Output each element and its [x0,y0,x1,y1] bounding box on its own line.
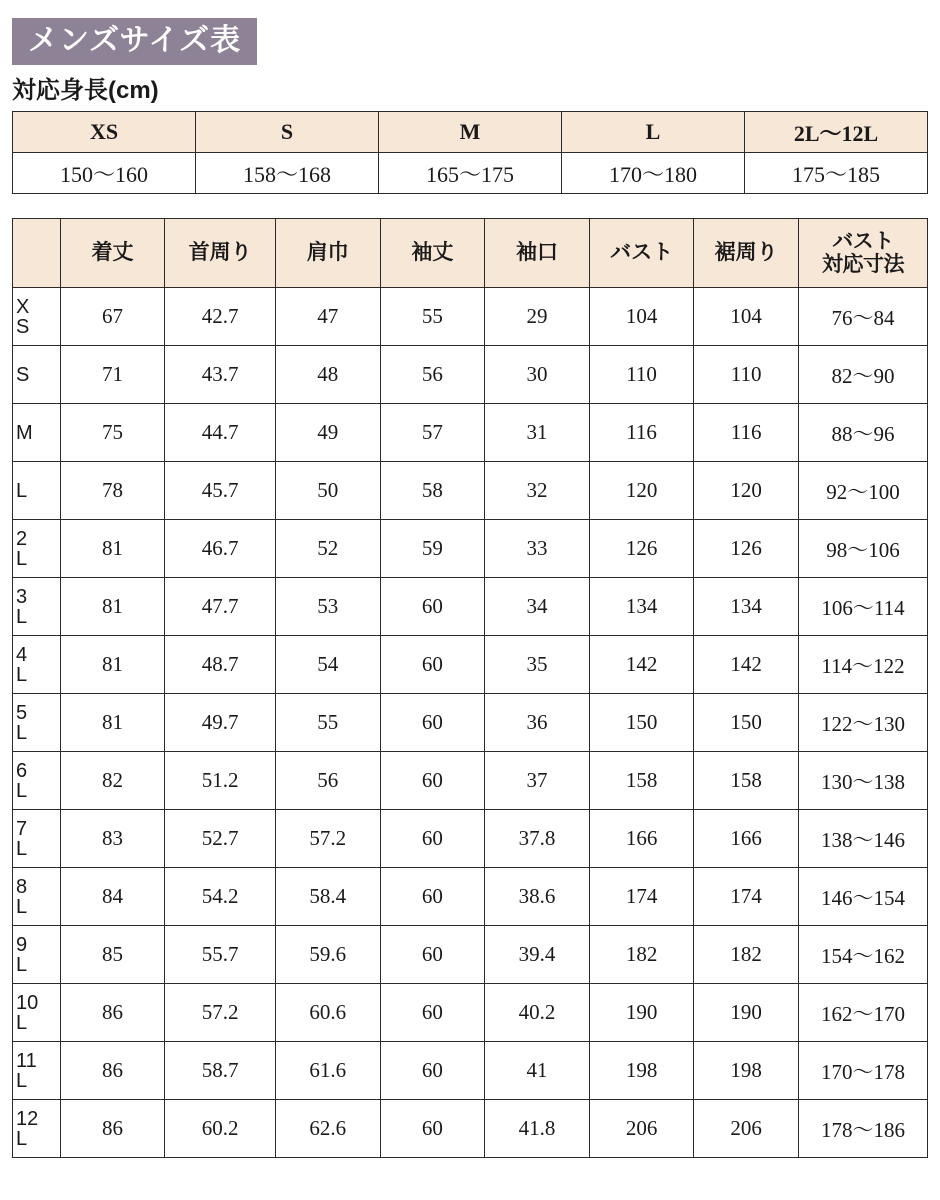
table-row [13,694,928,752]
bust-fit-line1: バスト [832,229,894,253]
height-size-cell: XS [13,112,196,153]
row-header-size [13,462,61,520]
row-header-size [13,810,61,868]
measurement-table [12,218,928,1158]
row-size-line2: L [16,663,28,686]
table-cell: 182 [694,926,799,984]
table-cell: 170〜178 [798,1042,927,1100]
table-cell: 150 [589,694,694,752]
table-cell: 35 [485,636,590,694]
row-header-size [13,752,61,810]
table-cell: 34 [485,578,590,636]
table-cell: 116 [589,404,694,462]
table-cell: 47.7 [165,578,276,636]
row-header-size [13,1042,61,1100]
table-cell: 59 [380,520,485,578]
column-header-bust: バスト [589,219,694,288]
table-cell: 44.7 [165,404,276,462]
row-size-line1: 2 [16,527,28,550]
table-cell: 51.2 [165,752,276,810]
table-cell: 92〜100 [798,462,927,520]
table-cell: 106〜114 [798,578,927,636]
row-size-line1: 7 [16,817,28,840]
table-row [13,752,928,810]
table-cell: 84 [60,868,165,926]
table-cell: 190 [694,984,799,1042]
table-row [13,462,928,520]
table-row [13,288,928,346]
table-cell: 49.7 [165,694,276,752]
table-cell: 158 [589,752,694,810]
row-header-size [13,926,61,984]
table-cell: 67 [60,288,165,346]
table-cell: 60 [380,636,485,694]
table-cell: 59.6 [276,926,381,984]
table-cell: 60 [380,578,485,636]
corner-cell [13,219,61,288]
table-cell: 81 [60,578,165,636]
table-cell: 49 [276,404,381,462]
table-cell: 178〜186 [798,1100,927,1158]
table-cell: 56 [380,346,485,404]
table-cell: 120 [589,462,694,520]
table-cell: 37.8 [485,810,590,868]
table-cell: 33 [485,520,590,578]
table-cell: 76〜84 [798,288,927,346]
table-cell: 82 [60,752,165,810]
table-cell: 104 [694,288,799,346]
row-size-line1: 10 [16,991,39,1014]
table-cell: 61.6 [276,1042,381,1100]
table-row [13,1100,928,1158]
table-cell: 190 [589,984,694,1042]
row-size-line2: L [16,605,28,628]
table-cell: 54 [276,636,381,694]
height-section-label: 対応身長(cm) [12,77,159,104]
table-cell: 42.7 [165,288,276,346]
row-header-size [13,520,61,578]
row-size-line2: L [16,779,28,802]
table-cell: 78 [60,462,165,520]
row-size-line1: S [16,363,30,386]
table-cell: 85 [60,926,165,984]
page-title: メンズサイズ表 [12,18,257,65]
table-cell: 166 [589,810,694,868]
row-header-size [13,984,61,1042]
table-cell: 110 [589,346,694,404]
row-size-line1: 11 [16,1049,37,1072]
table-cell: 206 [694,1100,799,1158]
row-size-line1: 12 [16,1107,39,1130]
table-cell: 150 [694,694,799,752]
row-header-size [13,1100,61,1158]
table-row [13,636,928,694]
table-spacer [12,194,930,218]
table-cell: 158 [694,752,799,810]
table-cell: 86 [60,984,165,1042]
row-size-line1: 6 [16,759,28,782]
height-size-cell: M [379,112,562,153]
height-range-cell: 165〜175 [379,153,562,194]
row-size-line1: 5 [16,701,28,724]
table-cell: 57.2 [165,984,276,1042]
table-cell: 55.7 [165,926,276,984]
table-cell: 52.7 [165,810,276,868]
table-cell: 198 [694,1042,799,1100]
table-cell: 60 [380,1100,485,1158]
table-cell: 55 [380,288,485,346]
height-range-cell: 150〜160 [13,153,196,194]
table-cell: 126 [694,520,799,578]
row-header-size [13,694,61,752]
row-header-size [13,346,61,404]
table-cell: 166 [694,810,799,868]
table-cell: 60.6 [276,984,381,1042]
table-row [13,810,928,868]
table-cell: 138〜146 [798,810,927,868]
table-cell: 36 [485,694,590,752]
row-header-size [13,288,61,346]
table-cell: 41 [485,1042,590,1100]
row-header-size [13,578,61,636]
table-cell: 60 [380,1042,485,1100]
table-cell: 120 [694,462,799,520]
table-cell: 88〜96 [798,404,927,462]
table-cell: 60 [380,984,485,1042]
table-cell: 53 [276,578,381,636]
height-table [12,111,928,194]
table-cell: 31 [485,404,590,462]
table-cell: 71 [60,346,165,404]
table-cell: 174 [694,868,799,926]
column-header-sodetake: 袖丈 [380,219,485,288]
row-size-line2: L [16,1011,28,1034]
height-table-value-row [13,153,928,194]
row-header-size [13,404,61,462]
table-cell: 81 [60,520,165,578]
row-size-line1: 8 [16,875,28,898]
height-size-cell: L [562,112,745,153]
table-row [13,578,928,636]
table-cell: 62.6 [276,1100,381,1158]
column-header-susomawari: 裾周り [694,219,799,288]
table-cell: 57.2 [276,810,381,868]
table-row [13,984,928,1042]
height-range-cell: 175〜185 [745,153,928,194]
table-cell: 86 [60,1100,165,1158]
row-size-line1: X [16,295,30,318]
table-cell: 37 [485,752,590,810]
table-cell: 122〜130 [798,694,927,752]
height-range-cell: 170〜180 [562,153,745,194]
table-cell: 110 [694,346,799,404]
table-cell: 60 [380,810,485,868]
table-cell: 81 [60,694,165,752]
table-cell: 206 [589,1100,694,1158]
column-header-katahaba: 肩巾 [276,219,381,288]
row-size-line2: L [16,721,28,744]
row-header-size [13,868,61,926]
table-cell: 41.8 [485,1100,590,1158]
table-cell: 134 [589,578,694,636]
table-cell: 81 [60,636,165,694]
table-cell: 182 [589,926,694,984]
row-size-line2: S [16,315,30,338]
table-cell: 46.7 [165,520,276,578]
table-cell: 162〜170 [798,984,927,1042]
table-cell: 52 [276,520,381,578]
table-row [13,868,928,926]
table-cell: 86 [60,1042,165,1100]
row-size-line1: 4 [16,643,28,666]
table-cell: 75 [60,404,165,462]
table-cell: 83 [60,810,165,868]
row-size-line2: L [16,953,28,976]
row-size-line1: 9 [16,933,28,956]
table-cell: 60.2 [165,1100,276,1158]
table-row [13,346,928,404]
table-cell: 98〜106 [798,520,927,578]
table-cell: 198 [589,1042,694,1100]
table-cell: 82〜90 [798,346,927,404]
height-table-header-row [13,112,928,153]
table-cell: 50 [276,462,381,520]
table-cell: 58 [380,462,485,520]
column-header-sodeguchi: 袖口 [485,219,590,288]
table-cell: 57 [380,404,485,462]
row-header-size [13,636,61,694]
table-cell: 104 [589,288,694,346]
table-cell: 174 [589,868,694,926]
column-header-kitake: 着丈 [60,219,165,288]
table-cell: 60 [380,752,485,810]
height-range-cell: 158〜168 [196,153,379,194]
table-cell: 32 [485,462,590,520]
table-cell: 48.7 [165,636,276,694]
row-size-line1: M [16,421,33,444]
row-size-line2: L [16,547,28,570]
table-cell: 60 [380,868,485,926]
table-cell: 30 [485,346,590,404]
table-cell: 134 [694,578,799,636]
table-cell: 116 [694,404,799,462]
column-header-kubimawari: 首周り [165,219,276,288]
table-cell: 114〜122 [798,636,927,694]
bust-fit-line2: 対応寸法 [821,253,904,276]
table-cell: 38.6 [485,868,590,926]
table-row [13,1042,928,1100]
table-row [13,926,928,984]
table-cell: 39.4 [485,926,590,984]
table-cell: 29 [485,288,590,346]
measurement-header-row [13,219,928,288]
table-cell: 142 [589,636,694,694]
table-cell: 58.7 [165,1042,276,1100]
table-cell: 130〜138 [798,752,927,810]
column-header-bust-fit [798,219,927,288]
row-size-line2: L [16,895,28,918]
table-row [13,520,928,578]
table-cell: 54.2 [165,868,276,926]
table-cell: 60 [380,694,485,752]
table-cell: 47 [276,288,381,346]
table-cell: 146〜154 [798,868,927,926]
table-row [13,404,928,462]
table-cell: 126 [589,520,694,578]
table-cell: 40.2 [485,984,590,1042]
row-size-line1: L [16,479,28,502]
table-cell: 142 [694,636,799,694]
table-cell: 43.7 [165,346,276,404]
table-cell: 45.7 [165,462,276,520]
table-cell: 154〜162 [798,926,927,984]
height-size-cell: 2L〜12L [745,112,928,153]
row-size-line1: 3 [16,585,28,608]
table-cell: 58.4 [276,868,381,926]
table-cell: 56 [276,752,381,810]
measurement-body [13,288,928,1158]
height-size-cell: S [196,112,379,153]
table-cell: 48 [276,346,381,404]
table-cell: 60 [380,926,485,984]
row-size-line2: L [16,1069,28,1092]
row-size-line2: L [16,837,28,860]
table-cell: 55 [276,694,381,752]
row-size-line2: L [16,1127,28,1150]
